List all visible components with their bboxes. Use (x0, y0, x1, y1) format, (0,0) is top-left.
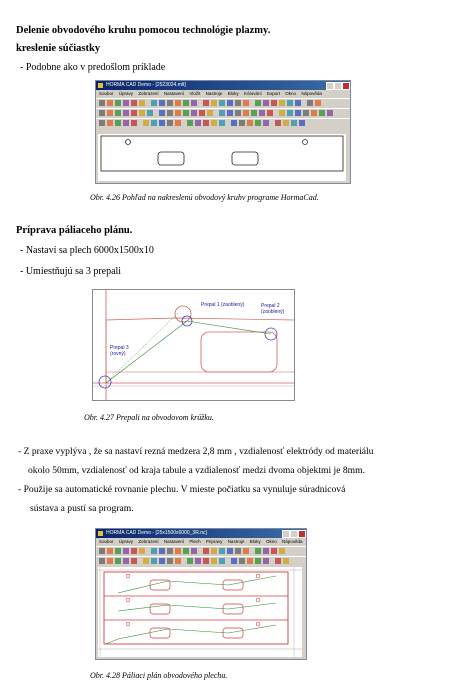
toolbar-button-icon[interactable] (211, 558, 217, 564)
toolbar-button-icon[interactable] (219, 120, 225, 126)
toolbar-button-icon[interactable] (131, 110, 137, 116)
cad-window (95, 528, 307, 660)
toolbar-button-icon[interactable] (219, 548, 225, 554)
toolbar-button-icon[interactable] (151, 100, 157, 106)
toolbar-button-icon[interactable] (283, 558, 289, 564)
bullet-text: - Umiestňujú sa 3 prepali (20, 266, 122, 277)
toolbar-button-icon[interactable] (203, 558, 209, 564)
pierce-label-3-line1: Prepal 3 (110, 345, 129, 351)
toolbar-button-icon[interactable] (203, 120, 209, 126)
toolbar-button-icon[interactable] (231, 558, 237, 564)
toolbar-button-icon[interactable] (139, 548, 145, 554)
toolbar-button-icon[interactable] (115, 110, 121, 116)
maximize-button[interactable] (334, 82, 342, 90)
traverse-path-2 (118, 603, 276, 611)
toolbar-button-icon[interactable] (235, 548, 241, 554)
toolbar-button-icon[interactable] (195, 120, 201, 126)
toolbar-button-icon[interactable] (275, 558, 281, 564)
toolbar-button-icon[interactable] (159, 120, 165, 126)
close-button[interactable] (298, 530, 306, 538)
part-outline (106, 318, 294, 383)
menu-item-nastaveni[interactable]: Nastavení (163, 91, 185, 96)
toolbar-button-icon[interactable] (291, 120, 297, 126)
toolbar-button-icon[interactable] (219, 100, 225, 106)
toolbar-button-icon[interactable] (271, 100, 277, 106)
toolbar-button-icon[interactable] (279, 100, 285, 106)
minimize-button[interactable] (326, 82, 334, 90)
paragraph-line: sústava a pustí sa program. (30, 503, 134, 514)
hole (256, 622, 260, 626)
hole (126, 574, 130, 578)
toolbar-button-icon[interactable] (211, 120, 217, 126)
toolbar-button-icon[interactable] (175, 548, 181, 554)
toolbar-button-icon[interactable] (183, 100, 189, 106)
toolbar-button-icon[interactable] (235, 110, 241, 116)
window-title: HORMA CAD Demo - [2523024.mlt] (106, 82, 186, 88)
toolbar-button-icon[interactable] (267, 110, 273, 116)
menu-item-pripravy[interactable]: Pripravy (205, 539, 223, 544)
toolbar-button-icon[interactable] (139, 110, 145, 116)
menu-item-plech[interactable]: Plech (189, 539, 201, 544)
toolbar-button-icon[interactable] (303, 110, 309, 116)
toolbar-button-icon[interactable] (99, 100, 105, 106)
menu-item-napoveda[interactable]: Nápověda (282, 539, 303, 544)
toolbar-button-icon[interactable] (247, 558, 253, 564)
pierce-label-2-line1: Prepal 2 (261, 303, 280, 309)
hole (256, 574, 260, 578)
section-heading: Príprava páliaceho plánu. (16, 225, 133, 236)
toolbar-button-icon[interactable] (219, 558, 225, 564)
menu-item-okno[interactable]: Okno (285, 91, 297, 96)
toolbar-button-icon[interactable] (123, 120, 129, 126)
hole (126, 598, 130, 602)
toolbar-button-icon[interactable] (107, 110, 113, 116)
traverse-path-1 (118, 576, 276, 593)
toolbar-button-icon[interactable] (295, 100, 301, 106)
toolbar-button-icon[interactable] (183, 110, 189, 116)
toolbar-button-icon[interactable] (243, 100, 249, 106)
toolbar-button-icon[interactable] (151, 558, 157, 564)
window-titlebar (96, 81, 350, 90)
toolbar-button-icon[interactable] (159, 558, 165, 564)
toolbar-button-icon[interactable] (99, 548, 105, 554)
menu-item-soubor[interactable]: Soubor (99, 539, 114, 544)
toolbar-button-icon[interactable] (255, 548, 261, 554)
toolbar-button-icon[interactable] (287, 110, 293, 116)
toolbar-button-icon[interactable] (263, 120, 269, 126)
toolbar-button-icon[interactable] (143, 558, 149, 564)
menu-item-zobrazeni[interactable]: Zobrazení (138, 91, 159, 96)
toolbar-button-icon[interactable] (199, 110, 205, 116)
toolbar-button-icon[interactable] (187, 120, 193, 126)
toolbar-button-icon[interactable] (227, 110, 233, 116)
menu-item-vlozit[interactable]: Vložit (189, 91, 201, 96)
minimize-button[interactable] (282, 530, 290, 538)
toolbar-button-icon[interactable] (263, 558, 269, 564)
toolbar-row-1 (96, 98, 350, 108)
window-title: HORMA CAD Demo - [25x1500x6000_3R.nc] (106, 530, 207, 536)
drawing-canvas[interactable] (98, 567, 302, 657)
toolbar-button-icon[interactable] (151, 120, 157, 126)
toolbar-button-icon[interactable] (219, 110, 225, 116)
slot (150, 604, 170, 614)
menu-bar (96, 538, 306, 546)
toolbar-button-icon[interactable] (99, 110, 105, 116)
paragraph-line: - Použije sa automatické rovnanie plechu. V mieste počiatku sa vynuluje súradnicová (18, 484, 346, 495)
toolbar-button-icon[interactable] (279, 548, 285, 554)
toolbar-button-icon[interactable] (275, 120, 281, 126)
paragraph-line: - Z praxe vyplýva , že sa nastaví rezná medzera 2,8 mm , vzdialenosť elektródy od materiálu (18, 446, 374, 457)
toolbar-button-icon[interactable] (207, 110, 213, 116)
menu-item-soubor[interactable]: Soubor (99, 91, 114, 96)
toolbar-button-icon[interactable] (123, 100, 129, 106)
toolbar-button-icon[interactable] (115, 548, 121, 554)
toolbar-button-icon[interactable] (243, 548, 249, 554)
toolbar-button-icon[interactable] (115, 120, 121, 126)
toolbar-button-icon[interactable] (283, 120, 289, 126)
traverse-path-3 (118, 625, 276, 639)
figure-caption: Obr. 4.28 Páliaci plán obvodového plechu. (90, 671, 228, 680)
toolbar-button-icon[interactable] (107, 120, 113, 126)
toolbar-button-icon[interactable] (187, 558, 193, 564)
hole-left (126, 140, 131, 145)
pierce-diagram (92, 289, 295, 401)
pierce-label-3-line2: (rovný) (110, 351, 126, 357)
app-icon (98, 83, 103, 88)
hole-right (303, 140, 308, 145)
menu-item-napoveda[interactable]: Nápověda (301, 91, 322, 96)
toolbar-button-icon[interactable] (167, 100, 173, 106)
menu-item-nastroje[interactable]: Nastroje (205, 91, 223, 96)
toolbar-button-icon[interactable] (287, 100, 293, 106)
toolbar-button-icon[interactable] (167, 558, 173, 564)
toolbar-button-icon[interactable] (131, 120, 137, 126)
toolbar-button-icon[interactable] (271, 548, 277, 554)
toolbar-button-icon[interactable] (115, 558, 121, 564)
toolbar-button-icon[interactable] (159, 110, 165, 116)
toolbar-button-icon[interactable] (255, 120, 261, 126)
toolbar-button-icon[interactable] (159, 100, 165, 106)
toolbar-button-icon[interactable] (175, 558, 181, 564)
slot-right (232, 152, 258, 165)
burn-plan-drawing (98, 567, 302, 657)
toolbar-button-icon[interactable] (211, 548, 217, 554)
toolbar-row-3 (96, 118, 350, 128)
menu-item-nastroje[interactable]: Nastroje (227, 539, 245, 544)
section-subheading: kreslenie súčiastky (16, 43, 101, 54)
toolbar-button-icon[interactable] (151, 548, 157, 554)
toolbar-button-icon[interactable] (247, 120, 253, 126)
toolbar-button-icon[interactable] (243, 110, 249, 116)
toolbar-button-icon[interactable] (183, 548, 189, 554)
toolbar-button-icon[interactable] (175, 110, 181, 116)
toolbar-button-icon[interactable] (319, 110, 325, 116)
toolbar-button-icon[interactable] (203, 100, 209, 106)
toolbar-button-icon[interactable] (251, 110, 257, 116)
toolbar-row-2 (96, 556, 306, 566)
slot-outline (201, 332, 277, 372)
toolbar-button-icon[interactable] (227, 100, 233, 106)
menu-item-bloky[interactable]: Bloky (249, 539, 261, 544)
app-icon (98, 531, 103, 536)
toolbar-button-icon[interactable] (311, 110, 317, 116)
toolbar-button-icon[interactable] (175, 120, 181, 126)
toolbar-button-icon[interactable] (195, 558, 201, 564)
toolbar-button-icon[interactable] (239, 558, 245, 564)
menu-item-upravy[interactable]: Úpravy (118, 539, 134, 544)
bullet-text: - Nastaví sa plech 6000x1500x10 (20, 245, 154, 256)
toolbar-button-icon[interactable] (175, 100, 181, 106)
toolbar-button-icon[interactable] (203, 548, 209, 554)
menu-item-upravy[interactable]: Úpravy (118, 91, 134, 96)
figure-caption: Obr. 4.27 Prepali na obvodovom krúžku. (84, 413, 214, 422)
toolbar-button-icon[interactable] (123, 558, 129, 564)
cad-window (95, 80, 351, 184)
toolbar-button-icon[interactable] (327, 110, 333, 116)
toolbar-button-icon[interactable] (191, 100, 197, 106)
section-heading: Delenie obvodového kruhu pomocou technológie plazmy. (16, 25, 271, 36)
window-titlebar (96, 529, 306, 538)
menu-item-nastaveni[interactable]: Nastavení (163, 539, 185, 544)
toolbar-button-icon[interactable] (231, 120, 237, 126)
menu-item-zobrazeni[interactable]: Zobrazení (138, 539, 159, 544)
menu-item-export[interactable]: Export (267, 91, 281, 96)
toolbar-button-icon[interactable] (239, 120, 245, 126)
toolbar-button-icon[interactable] (115, 100, 121, 106)
paragraph-line: okolo 50mm, vzdialenosť od kraja tabule a vzdialenosť medzi dvoma objektmi je 8mm. (28, 465, 365, 476)
menu-bar (96, 90, 350, 98)
toolbar-button-icon[interactable] (191, 548, 197, 554)
toolbar-button-icon[interactable] (107, 548, 113, 554)
toolbar-button-icon[interactable] (211, 100, 217, 106)
toolbar-button-icon[interactable] (295, 110, 301, 116)
toolbar-button-icon[interactable] (99, 558, 105, 564)
toolbar-button-icon[interactable] (167, 548, 173, 554)
toolbar-button-icon[interactable] (99, 120, 105, 126)
menu-item-okno[interactable]: Okno (266, 539, 277, 544)
toolbar-row-1 (96, 546, 306, 556)
maximize-button[interactable] (290, 530, 298, 538)
close-button[interactable] (342, 82, 350, 90)
toolbar-button-icon[interactable] (107, 558, 113, 564)
toolbar-button-icon[interactable] (167, 110, 173, 116)
toolbar-button-icon[interactable] (235, 100, 241, 106)
hole (256, 598, 260, 602)
toolbar-row-2 (96, 108, 350, 118)
toolbar-button-icon[interactable] (259, 110, 265, 116)
toolbar-button-icon[interactable] (123, 548, 129, 554)
part-drawing (98, 134, 346, 181)
toolbar-button-icon[interactable] (159, 548, 165, 554)
pierce-label-1: Prepal 1 (zaoblený) (201, 302, 245, 308)
toolbar-button-icon[interactable] (263, 548, 269, 554)
toolbar-button-icon[interactable] (299, 120, 305, 126)
toolbar-button-icon[interactable] (307, 100, 313, 106)
toolbar-button-icon[interactable] (123, 110, 129, 116)
slot-left (158, 152, 184, 165)
toolbar-button-icon[interactable] (255, 100, 261, 106)
toolbar-button-icon[interactable] (315, 100, 321, 106)
hole (126, 622, 130, 626)
toolbar-button-icon[interactable] (131, 548, 137, 554)
pierce-label-2-line2: (zaoblený) (261, 309, 285, 315)
toolbar-button-icon[interactable] (107, 100, 113, 106)
drawing-canvas[interactable] (98, 134, 346, 181)
toolbar-button-icon[interactable] (263, 100, 269, 106)
toolbar-button-icon[interactable] (227, 548, 233, 554)
menu-item-bloky[interactable]: Bloky (227, 91, 239, 96)
toolbar-button-icon[interactable] (255, 558, 261, 564)
toolbar-button-icon[interactable] (167, 120, 173, 126)
toolbar-button-icon[interactable] (131, 558, 137, 564)
menu-item-kotovani[interactable]: Kótování (243, 91, 262, 96)
toolbar-button-icon[interactable] (143, 120, 149, 126)
figure-caption: Obr. 4.26 Pohľad na nakreslenú obvodový kruhv programe HormaCad. (90, 193, 319, 202)
pierce-circle-1 (175, 306, 191, 322)
part-outline (101, 136, 343, 171)
traverse-entry (106, 639, 118, 644)
toolbar-button-icon[interactable] (131, 100, 137, 106)
bullet-text: - Podobne ako v predošlom príklade (20, 62, 166, 73)
toolbar-button-icon[interactable] (191, 110, 197, 116)
toolbar-button-icon[interactable] (139, 100, 145, 106)
toolbar-button-icon[interactable] (279, 110, 285, 116)
toolbar-button-icon[interactable] (147, 110, 153, 116)
